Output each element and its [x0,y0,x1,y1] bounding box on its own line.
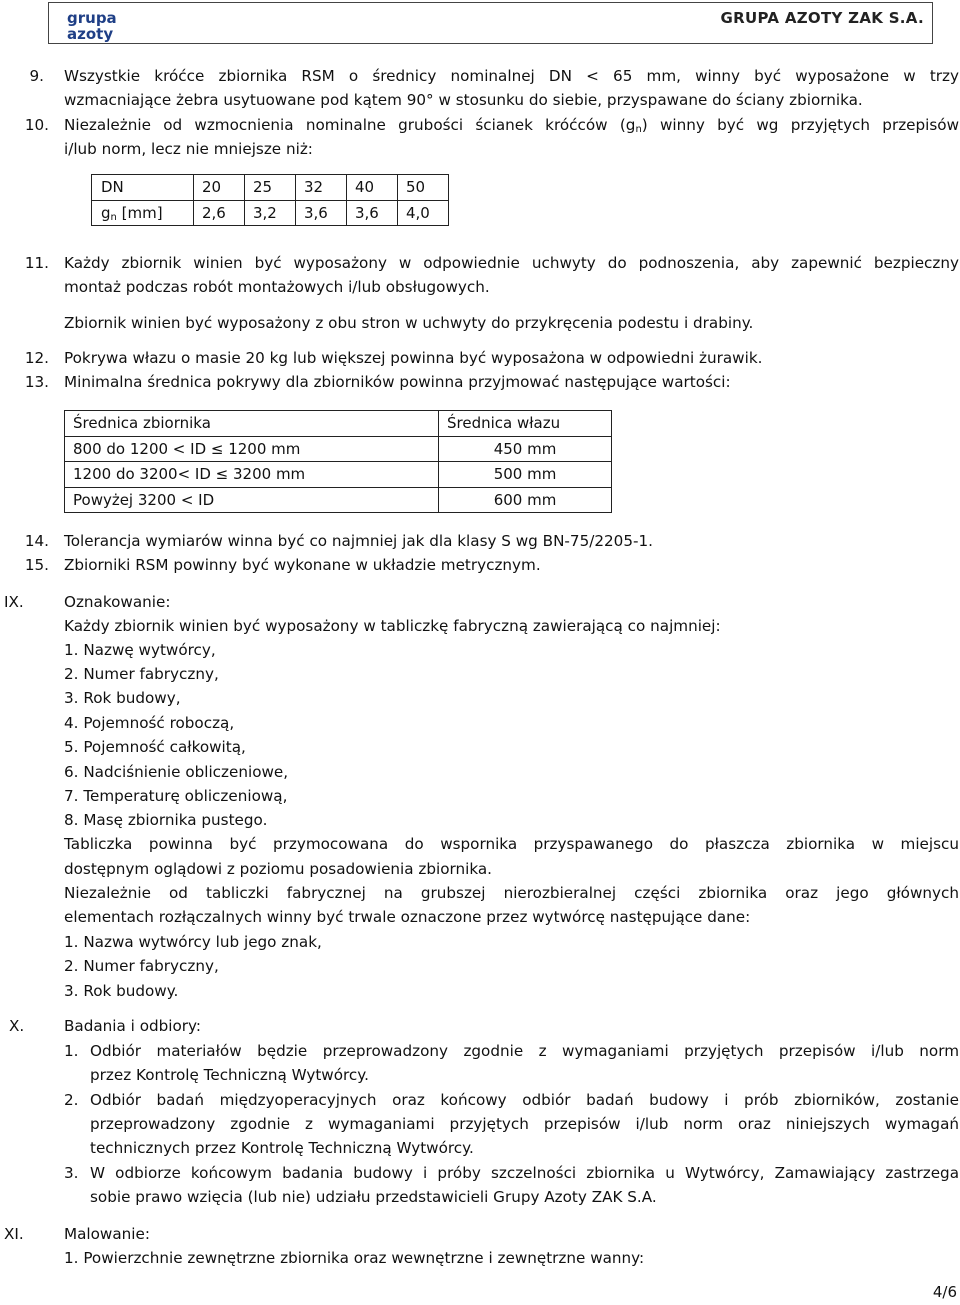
company-name: GRUPA AZOTY ZAK S.A. [720,9,924,27]
section-ix-title: Oznakowanie: [64,593,171,611]
section-ix-p1-line1: Tabliczka powinna być przymocowana do wspornika przyspawanego do płaszcza zbiornika w miejscu [64,835,959,853]
table-cell: 450 mm [439,436,612,462]
item-10-number: 10. [24,116,49,134]
item-13-text: Minimalna średnica pokrywy dla zbiorników powinna przyjmować następujące wartości: [64,373,731,391]
table-header-cell: Średnica zbiornika [65,411,439,437]
list-item: 7. Temperaturę obliczeniową, [64,787,288,805]
table-cell: 3,6 [347,200,398,226]
list-item: 3. Rok budowy, [64,689,181,707]
section-ix-p2-line2: elementach rozłączalnych winny być trwale oznaczone przez wytwórcę następujące dane: [64,908,751,926]
table-cell: 32 [296,175,347,201]
section-x-item1-number: 1. [64,1042,79,1060]
table-cell: 500 mm [439,462,612,488]
section-ix-intro: Każdy zbiornik winien być wyposażony w tabliczkę fabryczną zawierającą co najmniej: [64,617,721,635]
table-cell: 800 do 1200 < ID ≤ 1200 mm [65,436,439,462]
page-number: 4/6 [932,1283,957,1301]
list-item: 1. Nazwa wytwórcy lub jego znak, [64,933,322,951]
table-row [65,462,612,488]
grupa-azoty-logo [65,8,129,42]
item-11-number: 11. [24,254,49,272]
section-x-item2-line2: przeprowadzony zgodnie z wymaganiami przyjętych przepisów i/lub norm oraz niniejszych wymagań [90,1115,959,1133]
table-cell: 40 [347,175,398,201]
list-item: 8. Masę zbiornika pustego. [64,811,268,829]
section-xi-number: XI. [4,1225,24,1243]
svg-text:grupa: grupa [67,9,117,27]
section-x-item2-line3: technicznych przez Kontrolę Techniczną Wytwórcy. [90,1139,474,1157]
section-x-item3-line1: W odbiorze końcowym badania budowy i próby szczelności zbiornika u Wytwórcy, Zamawiający zastrzega [90,1164,959,1182]
item-10-line2: i/lub norm, lecz nie mniejsze niż: [64,140,313,158]
table-row [92,175,449,201]
section-x-number: X. [9,1017,25,1035]
item-9-line2: wzmacniające żebra usytuowane pod kątem 90° w stosunku do siebie, przyspawane do ściany zbiornika. [64,91,863,109]
item-12-text: Pokrywa włazu o masie 20 kg lub większej powinna być wyposażona w odpowiedni żurawik. [64,349,763,367]
table-cell: 3,6 [296,200,347,226]
table-row [65,436,612,462]
page-header [48,2,933,44]
item-9-number: 9. [29,67,44,85]
section-xi-title: Malowanie: [64,1225,150,1243]
table-cell: 50 [398,175,449,201]
item-15-text: Zbiorniki RSM powinny być wykonane w układzie metrycznym. [64,556,541,574]
item-11-extra: Zbiornik winien być wyposażony z obu stron w uchwyty do przykręcenia podestu i drabiny. [64,314,754,332]
table-cell: 2,6 [194,200,245,226]
item-11-line2: montaż podczas robót montażowych i/lub obsługowych. [64,278,490,296]
section-x-item3-line2: sobie prawo wzięcia (lub nie) udziału przedstawicieli Grupy Azoty ZAK S.A. [90,1188,657,1206]
table-cell: 25 [245,175,296,201]
list-item: 4. Pojemność roboczą, [64,714,235,732]
section-x-title: Badania i odbiory: [64,1017,202,1035]
wall-thickness-table [91,174,449,226]
section-x-item2-line1: Odbiór badań międzyoperacyjnych oraz końcowy odbiór badań budowy i prób zbiorników, zostanie [90,1091,959,1109]
section-xi-item1: 1. Powierzchnie zewnętrzne zbiornika oraz wewnętrzne i zewnętrzne wanny: [64,1249,645,1267]
list-item: 2. Numer fabryczny, [64,665,219,683]
section-ix-number: IX. [4,593,24,611]
item-14-number: 14. [24,532,49,550]
item-9-line1: Wszystkie króćce zbiornika RSM o średnicy nominalnej DN < 65 mm, winny być wyposażone w trzy [64,67,959,85]
section-x-item1-line1: Odbiór materiałów będzie przeprowadzony zgodnie z wymaganiami przyjętych przepisów i/lub norm [90,1042,959,1060]
item-14-text: Tolerancja wymiarów winna być co najmniej jak dla klasy S wg BN-75/2205-1. [64,532,653,550]
table-cell: DN [92,175,194,201]
table-header-row [65,411,612,437]
section-ix-p1-line2: dostępnym oglądowi z poziomu posadowienia zbiornika. [64,860,493,878]
list-item: 1. Nazwę wytwórcy, [64,641,216,659]
item-12-number: 12. [24,349,49,367]
item-13-number: 13. [24,373,49,391]
section-x-item3-number: 3. [64,1164,79,1182]
list-item: 3. Rok budowy. [64,982,179,1000]
table-header-cell: Średnica włazu [439,411,612,437]
section-ix-p2-line1: Niezależnie od tabliczki fabrycznej na grubszej nierozbieralnej części zbiornika oraz jego głównych [64,884,959,902]
table-cell: 1200 do 3200< ID ≤ 3200 mm [65,462,439,488]
item-15-number: 15. [24,556,49,574]
table-row [92,200,449,226]
item-10-line1: Niezależnie od wzmocnienia nominalne grubości ścianek króćców $(g_n)$ winny być wg przyjętych przepisów [64,116,959,135]
section-x-item1-line2: przez Kontrolę Techniczną Wytwórcy. [90,1066,369,1084]
item-11-line1: Każdy zbiornik winien być wyposażony w odpowiednie uchwyty do podnoszenia, aby zapewnić bezpieczny [64,254,959,272]
manhole-diameter-table [64,410,612,513]
table-cell: 3,2 [245,200,296,226]
table-cell: $g_n$ [mm] [92,200,194,226]
list-item: 2. Numer fabryczny, [64,957,219,975]
list-item: 5. Pojemność całkowitą, [64,738,246,756]
table-cell: 4,0 [398,200,449,226]
table-row [65,487,612,513]
table-cell: 20 [194,175,245,201]
svg-text:azoty: azoty [67,25,114,42]
table-cell: 600 mm [439,487,612,513]
list-item: 6. Nadciśnienie obliczeniowe, [64,763,289,781]
table-cell: Powyżej 3200 < ID [65,487,439,513]
section-x-item2-number: 2. [64,1091,79,1109]
